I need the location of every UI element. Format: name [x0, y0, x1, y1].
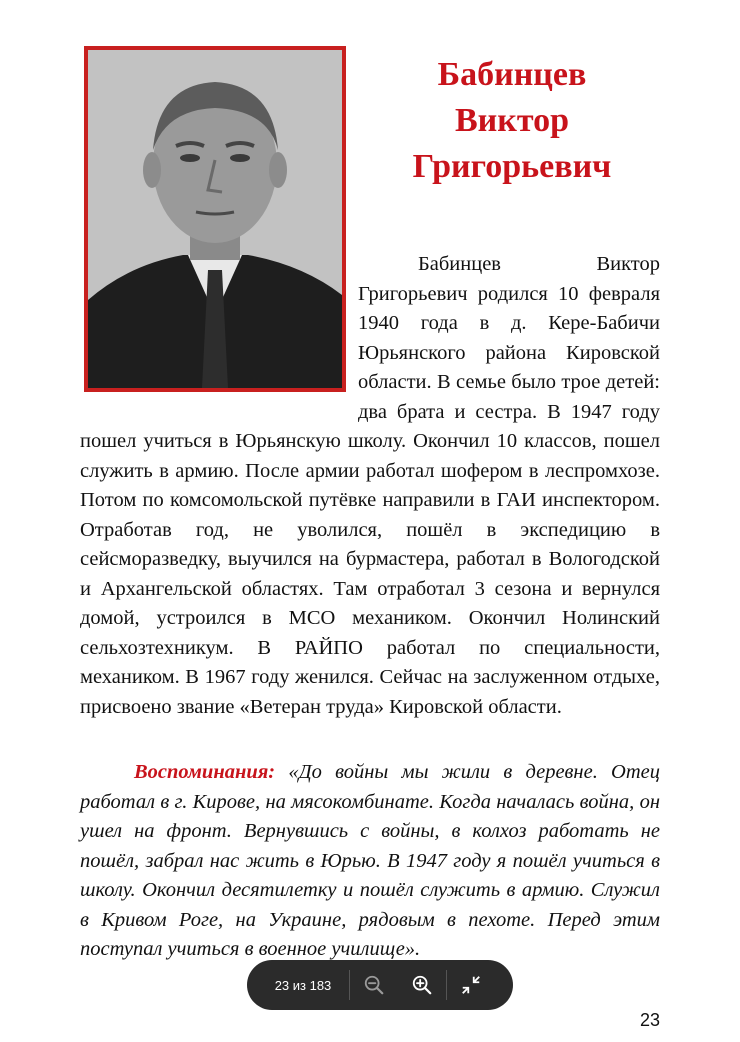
zoom-in-icon — [411, 974, 433, 996]
collapse-icon — [460, 974, 482, 996]
page-number: 23 — [639, 1010, 660, 1030]
biography-paragraph — [80, 250, 660, 722]
title-patronymic: Григорьевич — [412, 148, 612, 185]
memoir-text: «До войны мы жили в деревне. Отец работал в г. Кирове, на мясокомбинате. Когда началась война, он ушел на фронт. Вернувшись с войны, в колхоз работать не пошёл, забрал нас жить в Юрью. В 1947 году я пошёл учиться в школу. Окончил десятилетку и пошёл служить в армию. Служил в Кривом Роге, на Украине, рядовым в пехоте. Перед этим поступал учиться в военное училище — [80, 761, 660, 960]
title-surname: Бабинцев — [437, 56, 587, 93]
photo-wrap-spacer — [80, 250, 358, 398]
zoom-out-button[interactable] — [350, 965, 398, 1005]
zoom-in-button[interactable] — [398, 965, 446, 1005]
viewer-toolbar — [247, 960, 513, 1010]
memoir-paragraph — [80, 758, 660, 965]
person-name-title — [380, 52, 644, 190]
title-first-name: Виктор — [454, 102, 570, 139]
biography-text: Бабинцев Виктор Григорьевич родился 10 февраля 1940 года в д. Кере-Бабичи Юрьянского района Кировской области. В семье было трое детей: два брата и сестра. В 1947 году пошел учиться в Юрьянскую школу. Окончил 10 классов, пошел служить в армию. После армии работал шофером в леспромхозе. Потом по комсомольской путёвке направили в ГАИ инспектором. Отработав год, не уволился, пошёл в экспедицию в сейсморазведку, выучился на бурмастера, работал в Вологодской и Архангельской областях. Там отработал 3 сезона и вернулся домой, устроился в МСО механиком. Окончил Нолинский сельхозтехникум. В РАЙПО работал по специальности, механиком. В 1967 году женился. Сейчас на заслуженном отдыхе, присвоено звание «Ветеран труда» Кировской области. — [80, 253, 660, 718]
zoom-out-icon — [363, 974, 385, 996]
page-counter: 23 из 183 — [274, 977, 332, 993]
exit-fullscreen-button[interactable] — [447, 965, 495, 1005]
memoir-tail: ». — [404, 938, 421, 960]
memoir-label: Воспоминания: — [134, 761, 276, 783]
